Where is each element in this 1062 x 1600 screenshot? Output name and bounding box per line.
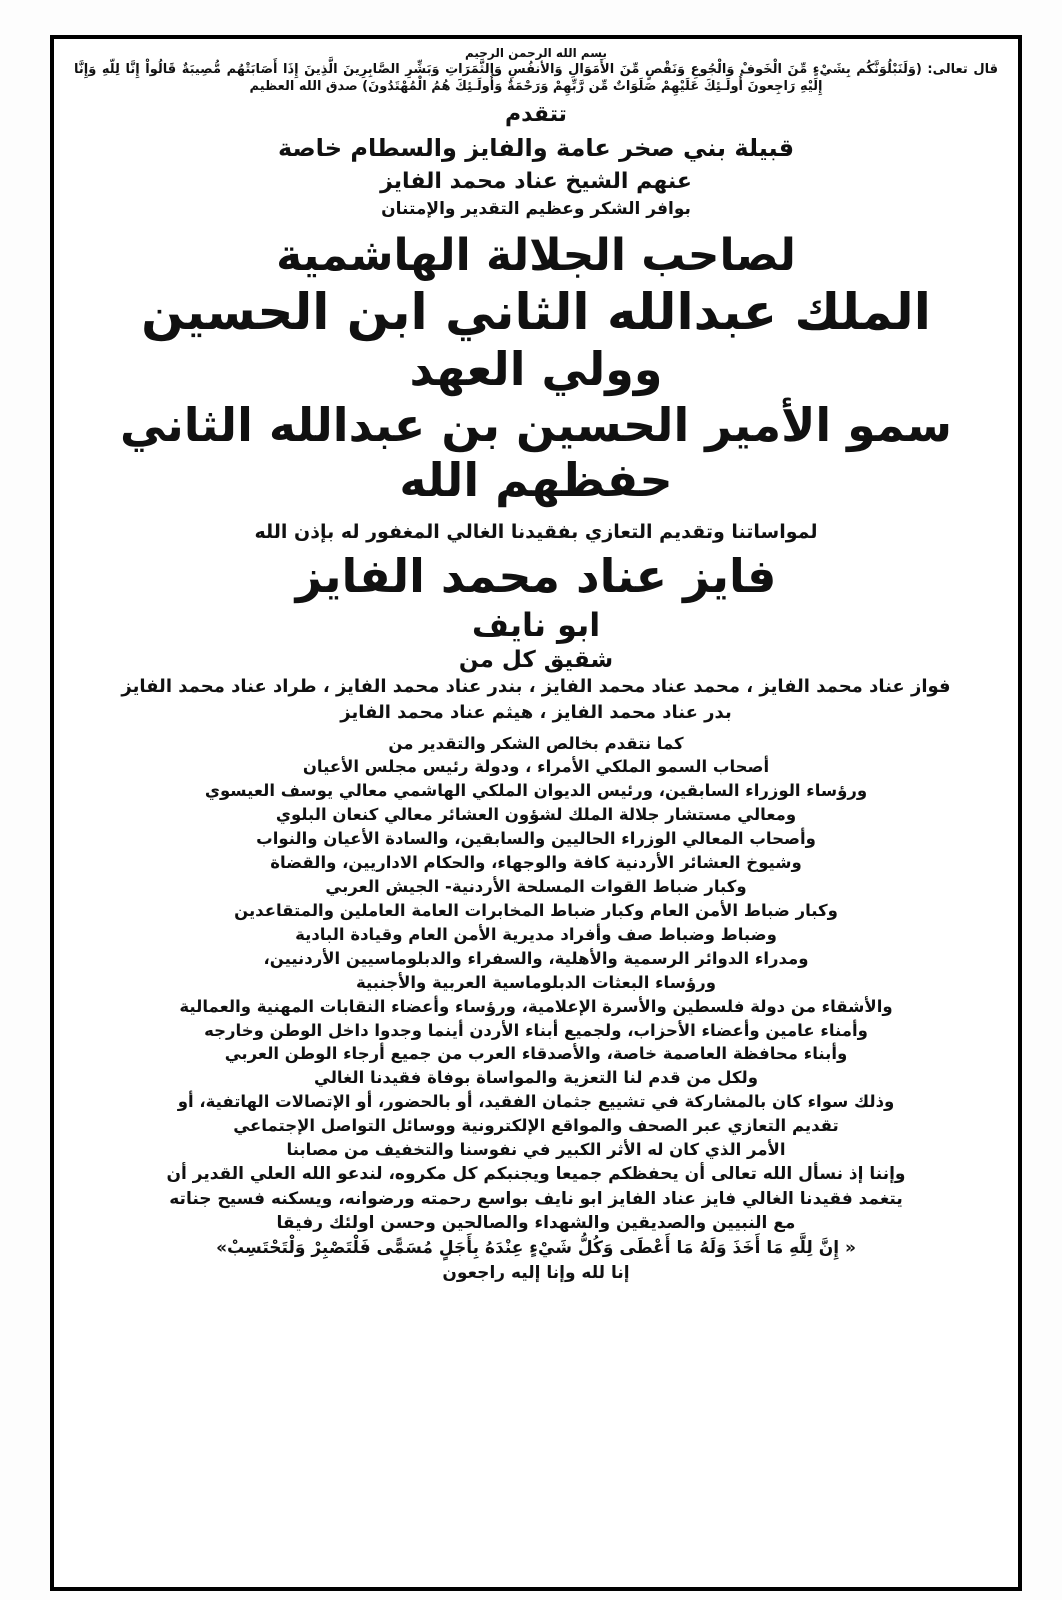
closing-line: يتغمد فقيدنا الغالي فايز عناد الفايز ابو نايف بواسع رحمته ورضوانه، ويسكنه فسيح جناته [169, 1188, 903, 1209]
brother-of-heading: شقيق كل من [458, 647, 614, 674]
thanks-line: ومدراء الدوائر الرسمية والأهلية، والسفراء والدبلوماسيين الأردنيين، [263, 948, 809, 968]
closing-istirja: إنا لله وإنا إليه راجعون [442, 1262, 630, 1283]
thanks-line: الأمر الذي كان له الأثر الكبير في نفوسنا والتخفيف من مصابنا [286, 1140, 786, 1160]
announcement-content [62, 45, 1010, 1583]
thanks-statement: بوافر الشكر وعظيم التقدير والإمتنان [381, 199, 691, 220]
bismillah: بسم الله الرحمن الرحيم [464, 46, 608, 60]
thanks-line: أصحاب السمو الملكي الأمراء ، ودولة رئيس مجلس الأعيان [302, 757, 770, 777]
thanks-list [62, 755, 1010, 1162]
thanks-line: ورؤساء الوزراء السابقين، ورئيس الديوان الملكي الهاشمي معالي يوسف العيسوي [204, 781, 868, 801]
closing-hadith: « إِنَّ لِلَّهِ مَا أَخَذَ وَلَهُ مَا أَعْطَى وَكُلُّ شَيْءٍ عِنْدَهُ بِأَجَلٍ مُسَمًّى فَلْتَصْبِرْ وَلْتَحْتَسِبْ» [216, 1237, 856, 1258]
thanks-line: وأبناء محافظة العاصمة خاصة، والأصدقاء العرب من جميع أرجاء الوطن العربي [224, 1044, 848, 1064]
deceased-kunya: ابو نايف [471, 606, 601, 645]
closing-line: وإننا إذ نسأل الله تعالى أن يحفظكم جميعا ويجنبكم كل مكروه، لندعو الله العلي القدير أن [166, 1164, 906, 1185]
majesty-title: لصاحب الجلالة الهاشمية [276, 229, 796, 281]
thanks-line: وأصحاب المعالي الوزراء الحاليين والسابقين، والسادة الأعيان والنواب [256, 829, 816, 849]
thanks-line: وذلك سواء كان بالمشاركة في تشييع جثمان الفقيد، أو بالحضور، أو الإتصالات الهاتفية، أو [177, 1092, 895, 1112]
quran-verse: قال تعالى: (وَلَنَبْلُوَنَّكُم بِشَيْءٍ مِّنَ الْخَوفْ وَالْجُوعِ وَنَقْصٍ مِّنَ الأَمَوَالِ وَالأنفُسِ وَالثَّمَرَاتِ وَبَشِّرِ الصَّابِرِينَ الَّذِينَ إِذَا أَصَابَتْهُم مُّصِيبَةٌ قَالُواْ إِنَّا لِلّهِ وَإِنَّا إِلَيْهِ رَاجِعونَ أُولَـئِكَ عَلَيْهِمْ صَلَوَاتٌ مِّن رَّبِّهِمْ وَرَحْمَةٌ وَأُولَـئِكَ هُمُ الْمُهْتَدُونَ) صدق الله العظيم [74, 61, 998, 95]
presents-heading: تتقدم [505, 101, 567, 127]
closing-prayer [62, 1162, 1010, 1285]
thanks-line: وكبار ضباط القوات المسلحة الأردنية- الجيش العربي [325, 876, 747, 896]
thanks-line: ومعالي مستشار جلالة الملك لشؤون العشائر معالي كنعان البلوي [275, 805, 797, 825]
sheikh-name: عنهم الشيخ عناد محمد الفايز [380, 168, 692, 194]
crown-prince-title: وولي العهد [409, 342, 663, 397]
deceased-name: فايز عناد محمد الفايز [295, 548, 777, 603]
thanks-line: وكبار ضباط الأمن العام وكبار ضباط المخابرات العامة العاملين والمتقاعدين [234, 900, 838, 920]
king-name: الملك عبدالله الثاني ابن الحسين [141, 283, 931, 342]
crown-prince-name: سمو الأمير الحسين بن عبدالله الثاني [119, 397, 953, 452]
thanks-line: وشيوخ العشائر الأردنية كافة والوجهاء، والحكام الاداريين، والقضاة [270, 853, 802, 873]
condolence-line: لمواساتنا وتقديم التعازي بفقيدنا الغالي المغفور له بإذن الله [254, 520, 818, 543]
brothers-line-2: بدر عناد محمد الفايز ، هيثم عناد محمد الفايز [340, 701, 732, 723]
tribe-name: قبيلة بني صخر عامة والفايز والسطام خاصة [277, 134, 795, 163]
thanks-line: ورؤساء البعثات الدبلوماسية العربية والأجنبية [356, 972, 716, 992]
brothers-line-1: فواز عناد محمد الفايز ، محمد عناد محمد الفايز ، بندر عناد محمد الفايز ، طراد عناد محمد الفايز [121, 675, 951, 697]
blessing-line: حفظهم الله [399, 452, 673, 507]
closing-line: مع النبيين والصديقين والشهداء والصالحين وحسن اولئك رفيقا [276, 1213, 796, 1234]
announcement-frame [50, 35, 1022, 1591]
thanks-line: والأشقاء من دولة فلسطين والأسرة الإعلامية، ورؤساء وأعضاء النقابات المهنية والعمالية [179, 996, 893, 1016]
thanks-line: تقديم التعازي عبر الصحف والمواقع الإلكترونية ووسائل التواصل الإجتماعي [233, 1116, 839, 1136]
thanks-line: وضباط وضباط صف وأفراد مديرية الأمن العام وقيادة البادية [295, 924, 777, 944]
thanks-line: ولكل من قدم لنا التعزية والمواساة بوفاة فقيدنا الغالي [314, 1068, 758, 1088]
thanks-intro: كما نتقدم بخالص الشكر والتقدير من [388, 733, 684, 753]
thanks-line: وأمناء عامين وأعضاء الأحزاب، ولجميع أبناء الأردن أينما وجدوا داخل الوطن وخارجه [204, 1020, 868, 1040]
